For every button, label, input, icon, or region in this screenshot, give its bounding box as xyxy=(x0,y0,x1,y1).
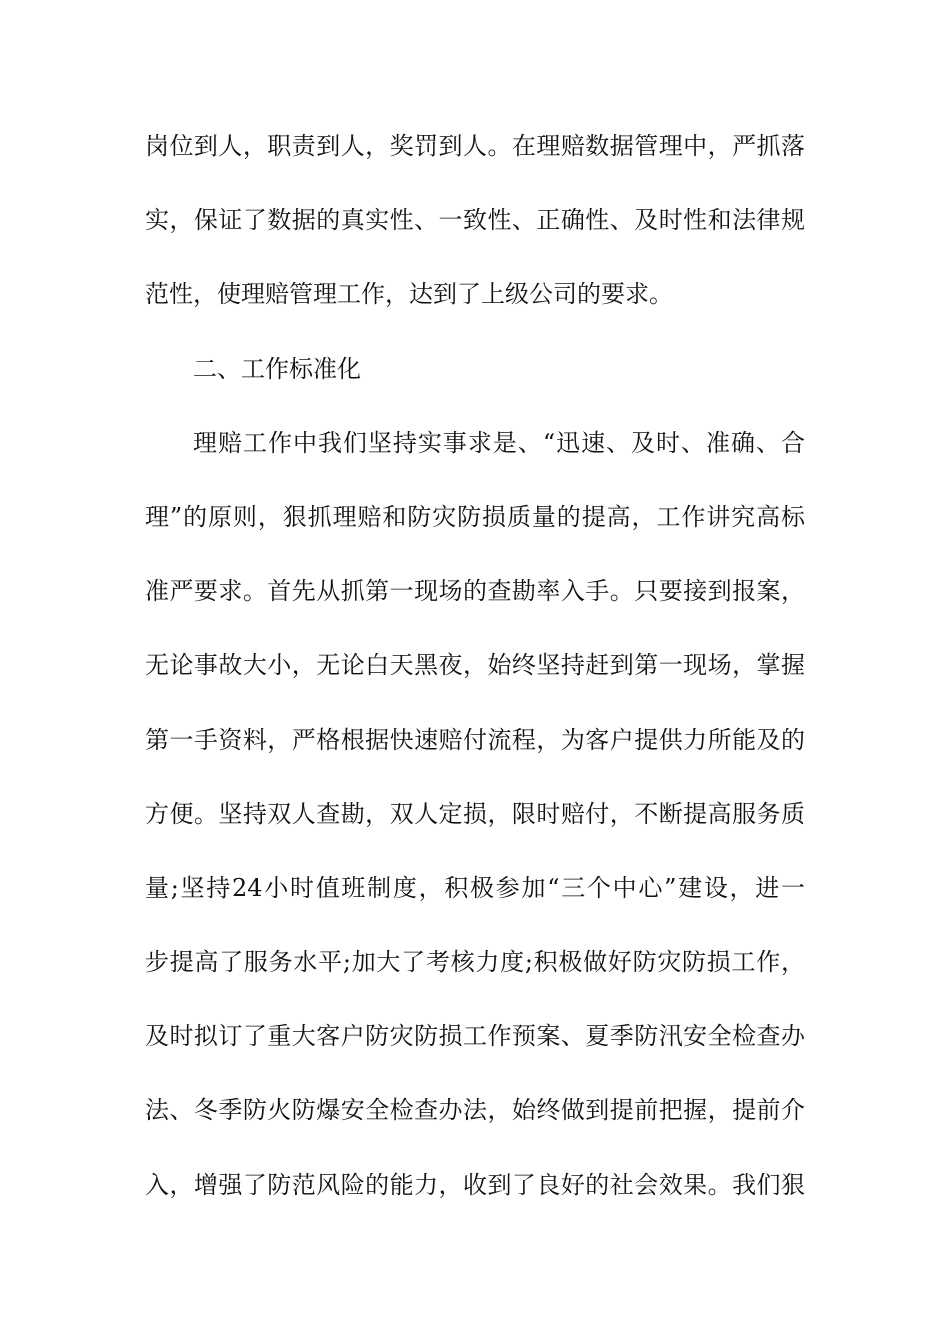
text-line: 岗位到人，职责到人，奖罚到人。在理赔数据管理中，严抓落 xyxy=(145,132,805,160)
text-line: 量;坚持24小时值班制度，积极参加“三个中心”建设，进一 xyxy=(145,873,805,902)
text-line: 方便。坚持双人查勘，双人定损，限时赔付，不断提高服务质 xyxy=(145,799,805,828)
text-line: 及时拟订了重大客户防灾防损工作预案、夏季防汛安全检查办 xyxy=(145,1022,805,1051)
text-line: 法、冬季防火防爆安全检查办法，始终做到提前把握，提前介 xyxy=(145,1096,805,1125)
text-line: 第一手资料，严格根据快速赔付流程，为客户提供力所能及的 xyxy=(145,725,805,754)
text-line: 实，保证了数据的真实性、一致性、正确性、及时性和法律规 xyxy=(145,206,805,235)
text-line: 准严要求。首先从抓第一现场的查勘率入手。只要接到报案， xyxy=(145,577,805,606)
text-line: 无论事故大小，无论白天黑夜，始终坚持赶到第一现场，掌握 xyxy=(145,651,805,680)
text-line: 理”的原则，狠抓理赔和防灾防损质量的提高，工作讲究高标 xyxy=(145,502,805,531)
text-line: 范性，使理赔管理工作，达到了上级公司的要求。 xyxy=(145,280,673,309)
text-line: 步提高了服务水平;加大了考核力度;积极做好防灾防损工作， xyxy=(145,948,805,977)
text-line: 理赔工作中我们坚持实事求是、“迅速、及时、准确、合 xyxy=(193,428,805,457)
body-text xyxy=(145,128,805,1241)
section-heading: 二、工作标准化 xyxy=(193,354,361,383)
text-line: 入，增强了防范风险的能力，收到了良好的社会效果。我们狠 xyxy=(145,1170,805,1199)
